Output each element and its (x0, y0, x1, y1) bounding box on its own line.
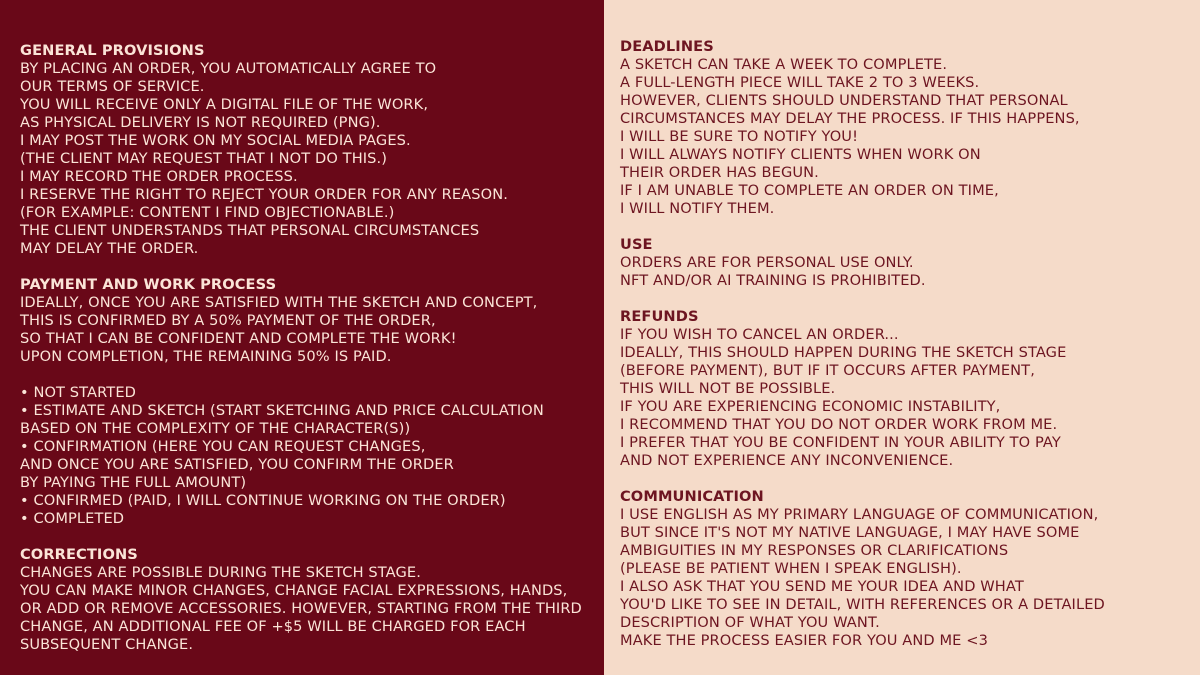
section-heading: USE (620, 236, 653, 253)
section-line: THE CLIENT UNDERSTANDS THAT PERSONAL CIRCUMSTANCES (20, 222, 480, 239)
section-line (20, 366, 604, 384)
section-line: MAY DELAY THE ORDER. (20, 240, 199, 257)
section-line: (THE CLIENT MAY REQUEST THAT I NOT DO THIS.) (20, 150, 388, 167)
section-line: THIS IS CONFIRMED BY A 50% PAYMENT OF THE ORDER, (20, 312, 436, 329)
terms-section (20, 276, 604, 528)
section-line: I PREFER THAT YOU BE CONFIDENT IN YOUR ABILITY TO PAY (620, 434, 1061, 451)
section-line: BY PAYING THE FULL AMOUNT) (20, 474, 247, 491)
section-line: BY PLACING AN ORDER, YOU AUTOMATICALLY AGREE TO (20, 60, 437, 77)
section-line: SUBSEQUENT CHANGE. (20, 636, 194, 653)
section-line: CHANGE, AN ADDITIONAL FEE OF +$5 WILL BE CHARGED FOR EACH (20, 618, 526, 635)
section-line: A FULL-LENGTH PIECE WILL TAKE 2 TO 3 WEEKS. (620, 74, 980, 91)
section-line: IDEALLY, THIS SHOULD HAPPEN DURING THE SKETCH STAGE (620, 344, 1067, 361)
terms-section (20, 546, 604, 654)
section-line: IF YOU ARE EXPERIENCING ECONOMIC INSTABILITY, (620, 398, 1001, 415)
section-line: OR ADD OR REMOVE ACCESSORIES. HOWEVER, STARTING FROM THE THIRD (20, 600, 582, 617)
section-line: • NOT STARTED (20, 384, 136, 401)
section-line: I RECOMMEND THAT YOU DO NOT ORDER WORK FROM ME. (620, 416, 1058, 433)
section-line: I WILL ALWAYS NOTIFY CLIENTS WHEN WORK ON (620, 146, 981, 163)
right-column (620, 38, 1200, 650)
section-line: (PLEASE BE PATIENT WHEN I SPEAK ENGLISH). (620, 560, 962, 577)
section-heading: GENERAL PROVISIONS (20, 42, 205, 59)
section-line: IF YOU WISH TO CANCEL AN ORDER... (620, 326, 899, 343)
section-heading: CORRECTIONS (20, 546, 138, 563)
section-line: AND ONCE YOU ARE SATISFIED, YOU CONFIRM THE ORDER (20, 456, 454, 473)
section-line: THIS WILL NOT BE POSSIBLE. (620, 380, 836, 397)
section-line: AMBIGUITIES IN MY RESPONSES OR CLARIFICATIONS (620, 542, 1009, 559)
section-line: I ALSO ASK THAT YOU SEND ME YOUR IDEA AND WHAT (620, 578, 1024, 595)
section-heading: PAYMENT AND WORK PROCESS (20, 276, 277, 293)
left-column (20, 42, 604, 654)
section-line: (FOR EXAMPLE: CONTENT I FIND OBJECTIONABLE.) (20, 204, 395, 221)
section-heading: DEADLINES (620, 38, 714, 55)
section-line: I WILL NOTIFY THEM. (620, 200, 775, 217)
section-line: DESCRIPTION OF WHAT YOU WANT. (620, 614, 880, 631)
section-line: BUT SINCE IT'S NOT MY NATIVE LANGUAGE, I MAY HAVE SOME (620, 524, 1080, 541)
section-line: IDEALLY, ONCE YOU ARE SATISFIED WITH THE SKETCH AND CONCEPT, (20, 294, 538, 311)
section-line: • COMPLETED (20, 510, 125, 527)
section-line: CIRCUMSTANCES MAY DELAY THE PROCESS. IF THIS HAPPENS, (620, 110, 1080, 127)
section-line: UPON COMPLETION, THE REMAINING 50% IS PAID. (20, 348, 392, 365)
terms-section (620, 308, 1200, 470)
right-panel (604, 0, 1200, 675)
section-line: (BEFORE PAYMENT), BUT IF IT OCCURS AFTER PAYMENT, (620, 362, 1035, 379)
section-line: • ESTIMATE AND SKETCH (START SKETCHING AND PRICE CALCULATION (20, 402, 544, 419)
section-line: ORDERS ARE FOR PERSONAL USE ONLY. (620, 254, 914, 271)
section-line: I MAY POST THE WORK ON MY SOCIAL MEDIA PAGES. (20, 132, 411, 149)
section-line: I RESERVE THE RIGHT TO REJECT YOUR ORDER FOR ANY REASON. (20, 186, 508, 203)
terms-section (20, 42, 604, 258)
section-line: THEIR ORDER HAS BEGUN. (620, 164, 819, 181)
terms-section (620, 38, 1200, 218)
section-line: YOU WILL RECEIVE ONLY A DIGITAL FILE OF THE WORK, (20, 96, 429, 113)
section-heading: REFUNDS (620, 308, 699, 325)
section-line: BASED ON THE COMPLEXITY OF THE CHARACTER(S)) (20, 420, 411, 437)
section-heading: COMMUNICATION (620, 488, 764, 505)
section-line: YOU CAN MAKE MINOR CHANGES, CHANGE FACIAL EXPRESSIONS, HANDS, (20, 582, 568, 599)
section-line: I WILL BE SURE TO NOTIFY YOU! (620, 128, 859, 145)
section-line: AS PHYSICAL DELIVERY IS NOT REQUIRED (PNG). (20, 114, 381, 131)
section-line: I USE ENGLISH AS MY PRIMARY LANGUAGE OF COMMUNICATION, (620, 506, 1099, 523)
section-line: IF I AM UNABLE TO COMPLETE AN ORDER ON TIME, (620, 182, 999, 199)
section-line: A SKETCH CAN TAKE A WEEK TO COMPLETE. (620, 56, 948, 73)
section-line: SO THAT I CAN BE CONFIDENT AND COMPLETE THE WORK! (20, 330, 457, 347)
section-line: AND NOT EXPERIENCE ANY INCONVENIENCE. (620, 452, 954, 469)
section-line: YOU'D LIKE TO SEE IN DETAIL, WITH REFERENCES OR A DETAILED (620, 596, 1105, 613)
section-line: HOWEVER, CLIENTS SHOULD UNDERSTAND THAT PERSONAL (620, 92, 1068, 109)
section-line: MAKE THE PROCESS EASIER FOR YOU AND ME <3 (620, 632, 988, 649)
terms-section (620, 488, 1200, 650)
section-line: CHANGES ARE POSSIBLE DURING THE SKETCH STAGE. (20, 564, 421, 581)
section-line: • CONFIRMED (PAID, I WILL CONTINUE WORKING ON THE ORDER) (20, 492, 506, 509)
terms-section (620, 236, 1200, 290)
section-line: NFT AND/OR AI TRAINING IS PROHIBITED. (620, 272, 926, 289)
section-line: I MAY RECORD THE ORDER PROCESS. (20, 168, 298, 185)
section-line: • CONFIRMATION (HERE YOU CAN REQUEST CHANGES, (20, 438, 426, 455)
section-line: OUR TERMS OF SERVICE. (20, 78, 205, 95)
